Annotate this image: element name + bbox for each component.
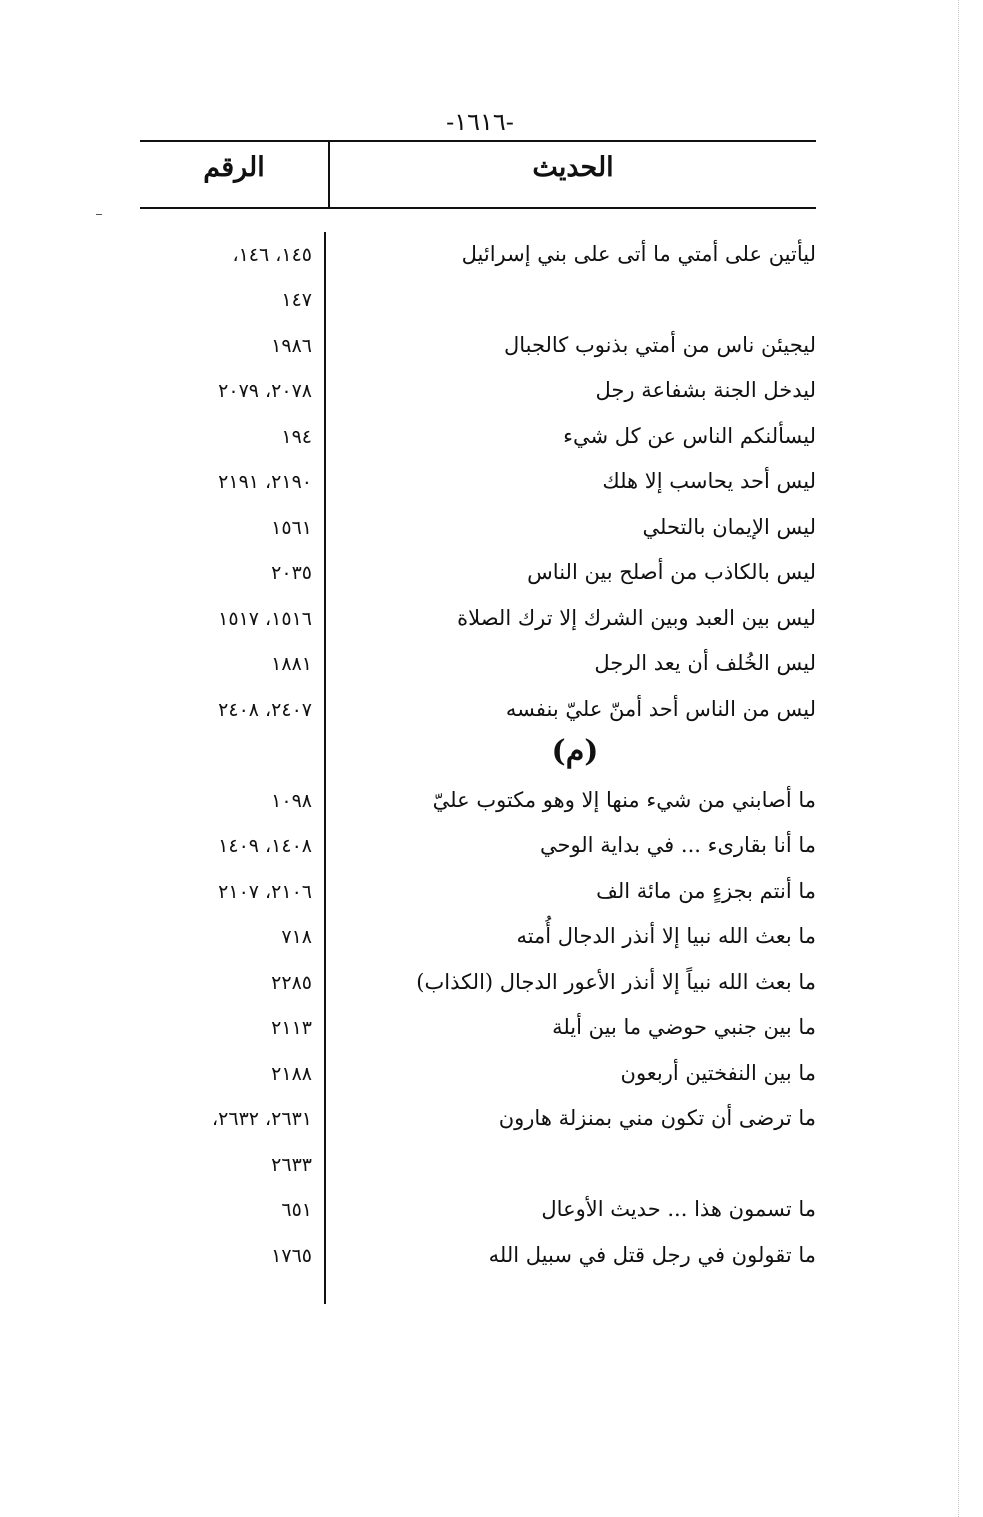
table-row xyxy=(140,1197,816,1241)
hadith-number: ١٩٨٦ xyxy=(271,335,312,357)
table-row xyxy=(140,833,816,877)
hadith-text: ما أصابني من شيء منها إلا وهو مكتوب عليّ xyxy=(432,788,816,812)
column-header-number: الرقم xyxy=(203,152,265,183)
table-row xyxy=(140,1061,816,1105)
hadith-number: ٢٦٣١، ٢٦٣٢، xyxy=(212,1108,312,1130)
table-row xyxy=(140,287,816,331)
table-top-rule xyxy=(140,140,816,142)
table-row xyxy=(140,924,816,968)
table-row xyxy=(140,378,816,422)
table-row xyxy=(140,606,816,650)
hadith-number: ١٥١٦، ١٥١٧ xyxy=(218,608,312,630)
hadith-number: ٢٢٨٥ xyxy=(271,972,312,994)
hadith-text: ما بين جنبي حوضي ما بين أيلة xyxy=(552,1015,816,1039)
hadith-number: ٢٤٠٧، ٢٤٠٨ xyxy=(218,699,312,721)
scan-margin-dots xyxy=(958,0,959,1517)
hadith-number: ٢٦٣٣ xyxy=(271,1154,312,1176)
column-header-hadith: الحديث xyxy=(532,152,614,183)
hadith-number: ٧١٨ xyxy=(281,926,312,948)
table-row xyxy=(140,469,816,513)
table-row xyxy=(140,651,816,695)
hadith-number: ٢٠٧٨، ٢٠٧٩ xyxy=(218,380,312,402)
hadith-text: ما تقولون في رجل قتل في سبيل الله xyxy=(488,1243,816,1267)
hadith-number: ١٤٠٨، ١٤٠٩ xyxy=(218,835,312,857)
hadith-text: ليسألنكم الناس عن كل شيء xyxy=(563,424,816,448)
hadith-text: ما بين النفختين أربعون xyxy=(620,1061,816,1085)
hadith-number: ١٤٥، ١٤٦، xyxy=(232,244,312,266)
hadith-text: ليس أحد يحاسب إلا هلك xyxy=(602,469,816,493)
hadith-number: ١٥٦١ xyxy=(271,517,312,539)
hadith-text: ما أنا بقارىء ... في بداية الوحي xyxy=(539,833,816,857)
hadith-text: ليس بين العبد وبين الشرك إلا ترك الصلاة xyxy=(457,606,816,630)
table-row xyxy=(140,333,816,377)
table-row xyxy=(140,1243,816,1287)
header-column-divider xyxy=(328,140,330,209)
hadith-number: ٢١٨٨ xyxy=(271,1063,312,1085)
table-row xyxy=(140,1106,816,1150)
table-row xyxy=(140,879,816,923)
hadith-number: ١٩٤ xyxy=(281,426,312,448)
hadith-text: ما ترضى أن تكون مني بمنزلة هارون xyxy=(498,1106,816,1130)
table-row xyxy=(140,1015,816,1059)
scan-mark xyxy=(96,214,102,215)
table-row xyxy=(140,242,816,286)
page-number: -١٦١٦- xyxy=(446,108,514,136)
table-row xyxy=(140,560,816,604)
hadith-number: ٢١٩٠، ٢١٩١ xyxy=(218,471,312,493)
hadith-text: ليأتين على أمتي ما أتى على بني إسرائيل xyxy=(461,242,816,266)
hadith-number: ٢٠٣٥ xyxy=(271,562,312,584)
table-row xyxy=(140,788,816,832)
hadith-text: ما تسمون هذا ... حديث الأوعال xyxy=(541,1197,816,1221)
hadith-text: ما أنتم بجزءٍ من مائة الف xyxy=(596,879,816,903)
hadith-text: ليجيئن ناس من أمتي بذنوب كالجبال xyxy=(503,333,816,357)
hadith-text: ما بعث الله نبيا إلا أنذر الدجال أُمته xyxy=(516,924,816,948)
table-row xyxy=(140,1152,816,1196)
hadith-text: ليدخل الجنة بشفاعة رجل xyxy=(595,378,816,402)
table-row xyxy=(140,697,816,741)
hadith-text: ليس الإيمان بالتحلي xyxy=(642,515,816,539)
header-bottom-rule xyxy=(140,207,816,209)
hadith-number: ٢١٠٦، ٢١٠٧ xyxy=(218,881,312,903)
hadith-text: ليس الخُلف أن يعد الرجل xyxy=(594,651,816,675)
table-row xyxy=(140,424,816,468)
hadith-number: ٦٥١ xyxy=(281,1199,312,1221)
hadith-text: ليس بالكاذب من أصلح بين الناس xyxy=(527,560,816,584)
hadith-text: ما بعث الله نبياً إلا أنذر الأعور الدجال (الكذاب) xyxy=(416,970,816,994)
table-row xyxy=(140,970,816,1014)
hadith-number: ١٤٧ xyxy=(281,289,312,311)
hadith-number: ١٧٦٥ xyxy=(271,1245,312,1267)
hadith-text: ليس من الناس أحد أمنّ عليّ بنفسه xyxy=(505,697,816,721)
hadith-number: ٢١١٣ xyxy=(271,1017,312,1039)
hadith-number: ١٠٩٨ xyxy=(271,790,312,812)
table-row xyxy=(140,515,816,559)
hadith-number: ١٨٨١ xyxy=(271,653,312,675)
section-letter-heading: (م) xyxy=(551,734,599,769)
